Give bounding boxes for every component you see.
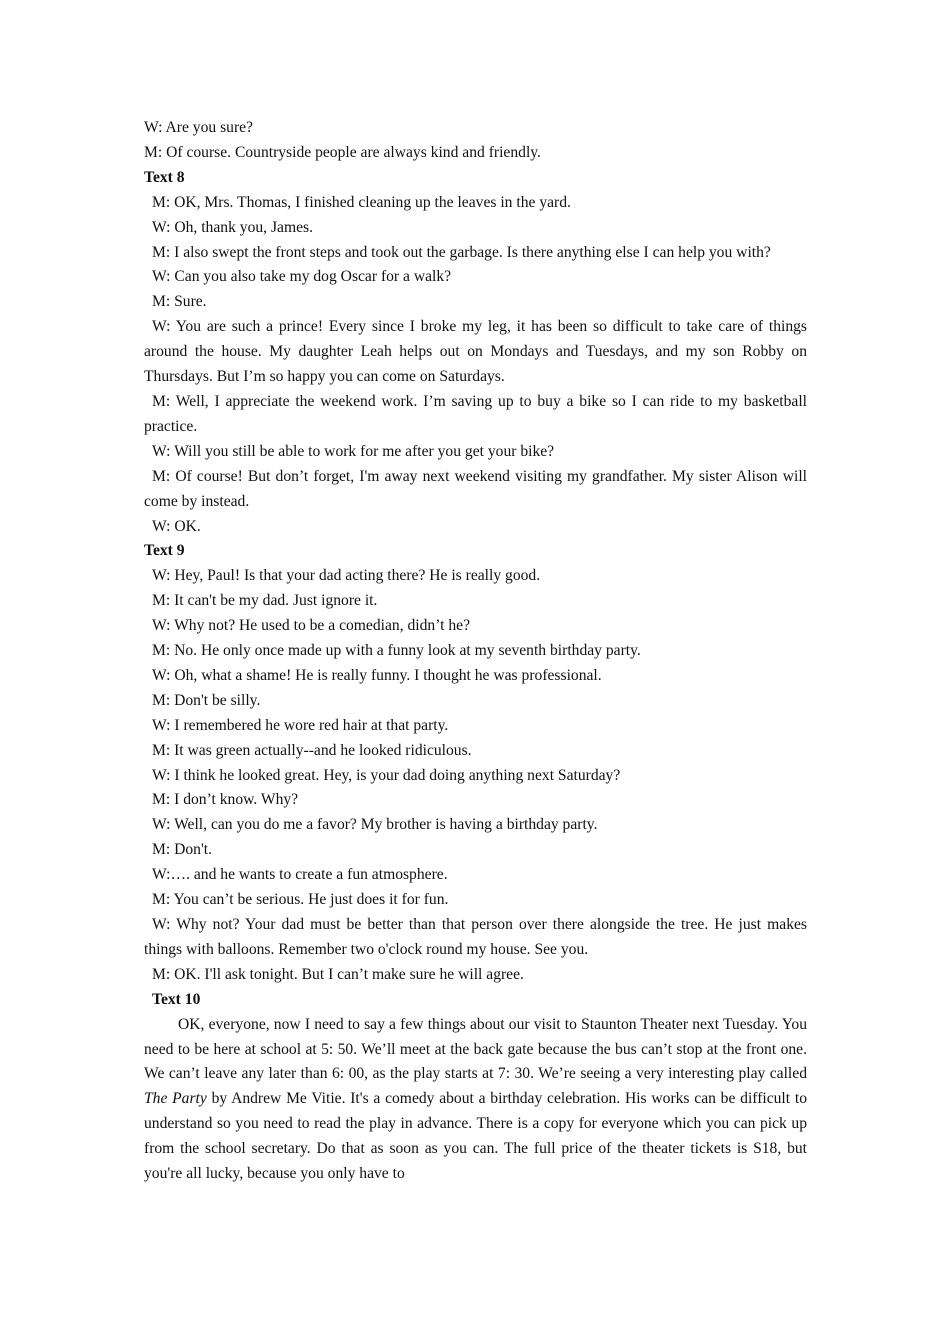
dialogue-line: M: I don’t know. Why? — [152, 791, 299, 809]
dialogue-line: M: OK, Mrs. Thomas, I finished cleaning up the leaves in the yard. — [152, 193, 571, 211]
dialogue-line: W: Are you sure? — [144, 119, 253, 136]
dialogue-line: W: Why not? He used to be a comedian, didn’t he? — [152, 617, 470, 635]
dialogue-line: M: Well, I appreciate the weekend work. I’m saving up to buy a bike so I can ride to my basketball practice. — [144, 392, 807, 435]
dialogue-line: M: It was green actually--and he looked ridiculous. — [152, 741, 472, 759]
document-page — [144, 116, 807, 1187]
dialogue-line: M: Sure. — [152, 293, 207, 311]
dialogue-line: W: OK. — [152, 517, 201, 535]
play-title: The Party — [144, 1090, 207, 1108]
dialogue-line: M: OK. I'll ask tonight. But I can’t make sure he will agree. — [152, 965, 524, 983]
dialogue-line: W: Will you still be able to work for me after you get your bike? — [152, 442, 555, 460]
monologue-paragraph — [144, 1013, 807, 1187]
paragraph-text-after-title: by Andrew Me Vitie. It's a comedy about a birthday celebration. His works can be difficult to understand so you need to read the play in advance. There is a copy for everyone which you can pick up from the school secretary. Do that as soon as you can. The full price of the theater tickets is S18, but you're all lucky, because you only have to — [144, 1090, 807, 1183]
dialogue-line: W:…. and he wants to create a fun atmosphere. — [152, 866, 448, 884]
section-heading-text10: Text 10 — [152, 990, 201, 1008]
dialogue-line: W: You are such a prince! Every since I broke my leg, it has been so difficult to take care of things around the house. My daughter Leah helps out on Mondays and Tuesdays, and my son Robby on Thursdays. But I’m so happy you can come on Saturdays. — [144, 318, 807, 386]
dialogue-line: W: Hey, Paul! Is that your dad acting there? He is really good. — [152, 567, 541, 585]
dialogue-line: W: Well, can you do me a favor? My brother is having a birthday party. — [152, 816, 598, 834]
dialogue-line: M: Of course! But don’t forget, I'm away next weekend visiting my grandfather. My sister Alison will come by instead. — [144, 467, 807, 510]
section-heading-text9: Text 9 — [144, 542, 185, 560]
dialogue-line: W: Oh, thank you, James. — [152, 218, 313, 236]
section-heading-text8: Text 8 — [144, 168, 185, 186]
dialogue-line: W: Can you also take my dog Oscar for a walk? — [152, 268, 452, 286]
dialogue-line: M: You can’t be serious. He just does it for fun. — [152, 891, 449, 909]
dialogue-line: M: Don't be silly. — [152, 691, 261, 709]
dialogue-line: M: Don't. — [152, 841, 212, 859]
dialogue-line: W: Oh, what a shame! He is really funny. I thought he was professional. — [152, 666, 602, 684]
paragraph-text-before-title: OK, everyone, now I need to say a few things about our visit to Staunton Theater next Tuesday. You need to be here at school at 5: 50. We’ll meet at the back gate because the bus can’t stop at the front one. We can’t leave any later than 6: 00, as the play starts at 7: 30. We’re seeing a very interesting play called — [144, 1015, 807, 1083]
dialogue-line: W: Why not? Your dad must be better than that person over there alongside the tree. He just makes things with balloons. Remember two o'clock round my house. See you. — [144, 916, 807, 958]
dialogue-line: W: I think he looked great. Hey, is your dad doing anything next Saturday? — [152, 766, 621, 784]
dialogue-line: M: Of course. Countryside people are always kind and friendly. — [144, 143, 541, 161]
dialogue-line: M: No. He only once made up with a funny look at my seventh birthday party. — [152, 642, 641, 660]
dialogue-line: W: I remembered he wore red hair at that party. — [152, 716, 449, 734]
dialogue-line: M: It can't be my dad. Just ignore it. — [152, 592, 378, 610]
dialogue-line: M: I also swept the front steps and took out the garbage. Is there anything else I can help you with? — [152, 243, 771, 261]
